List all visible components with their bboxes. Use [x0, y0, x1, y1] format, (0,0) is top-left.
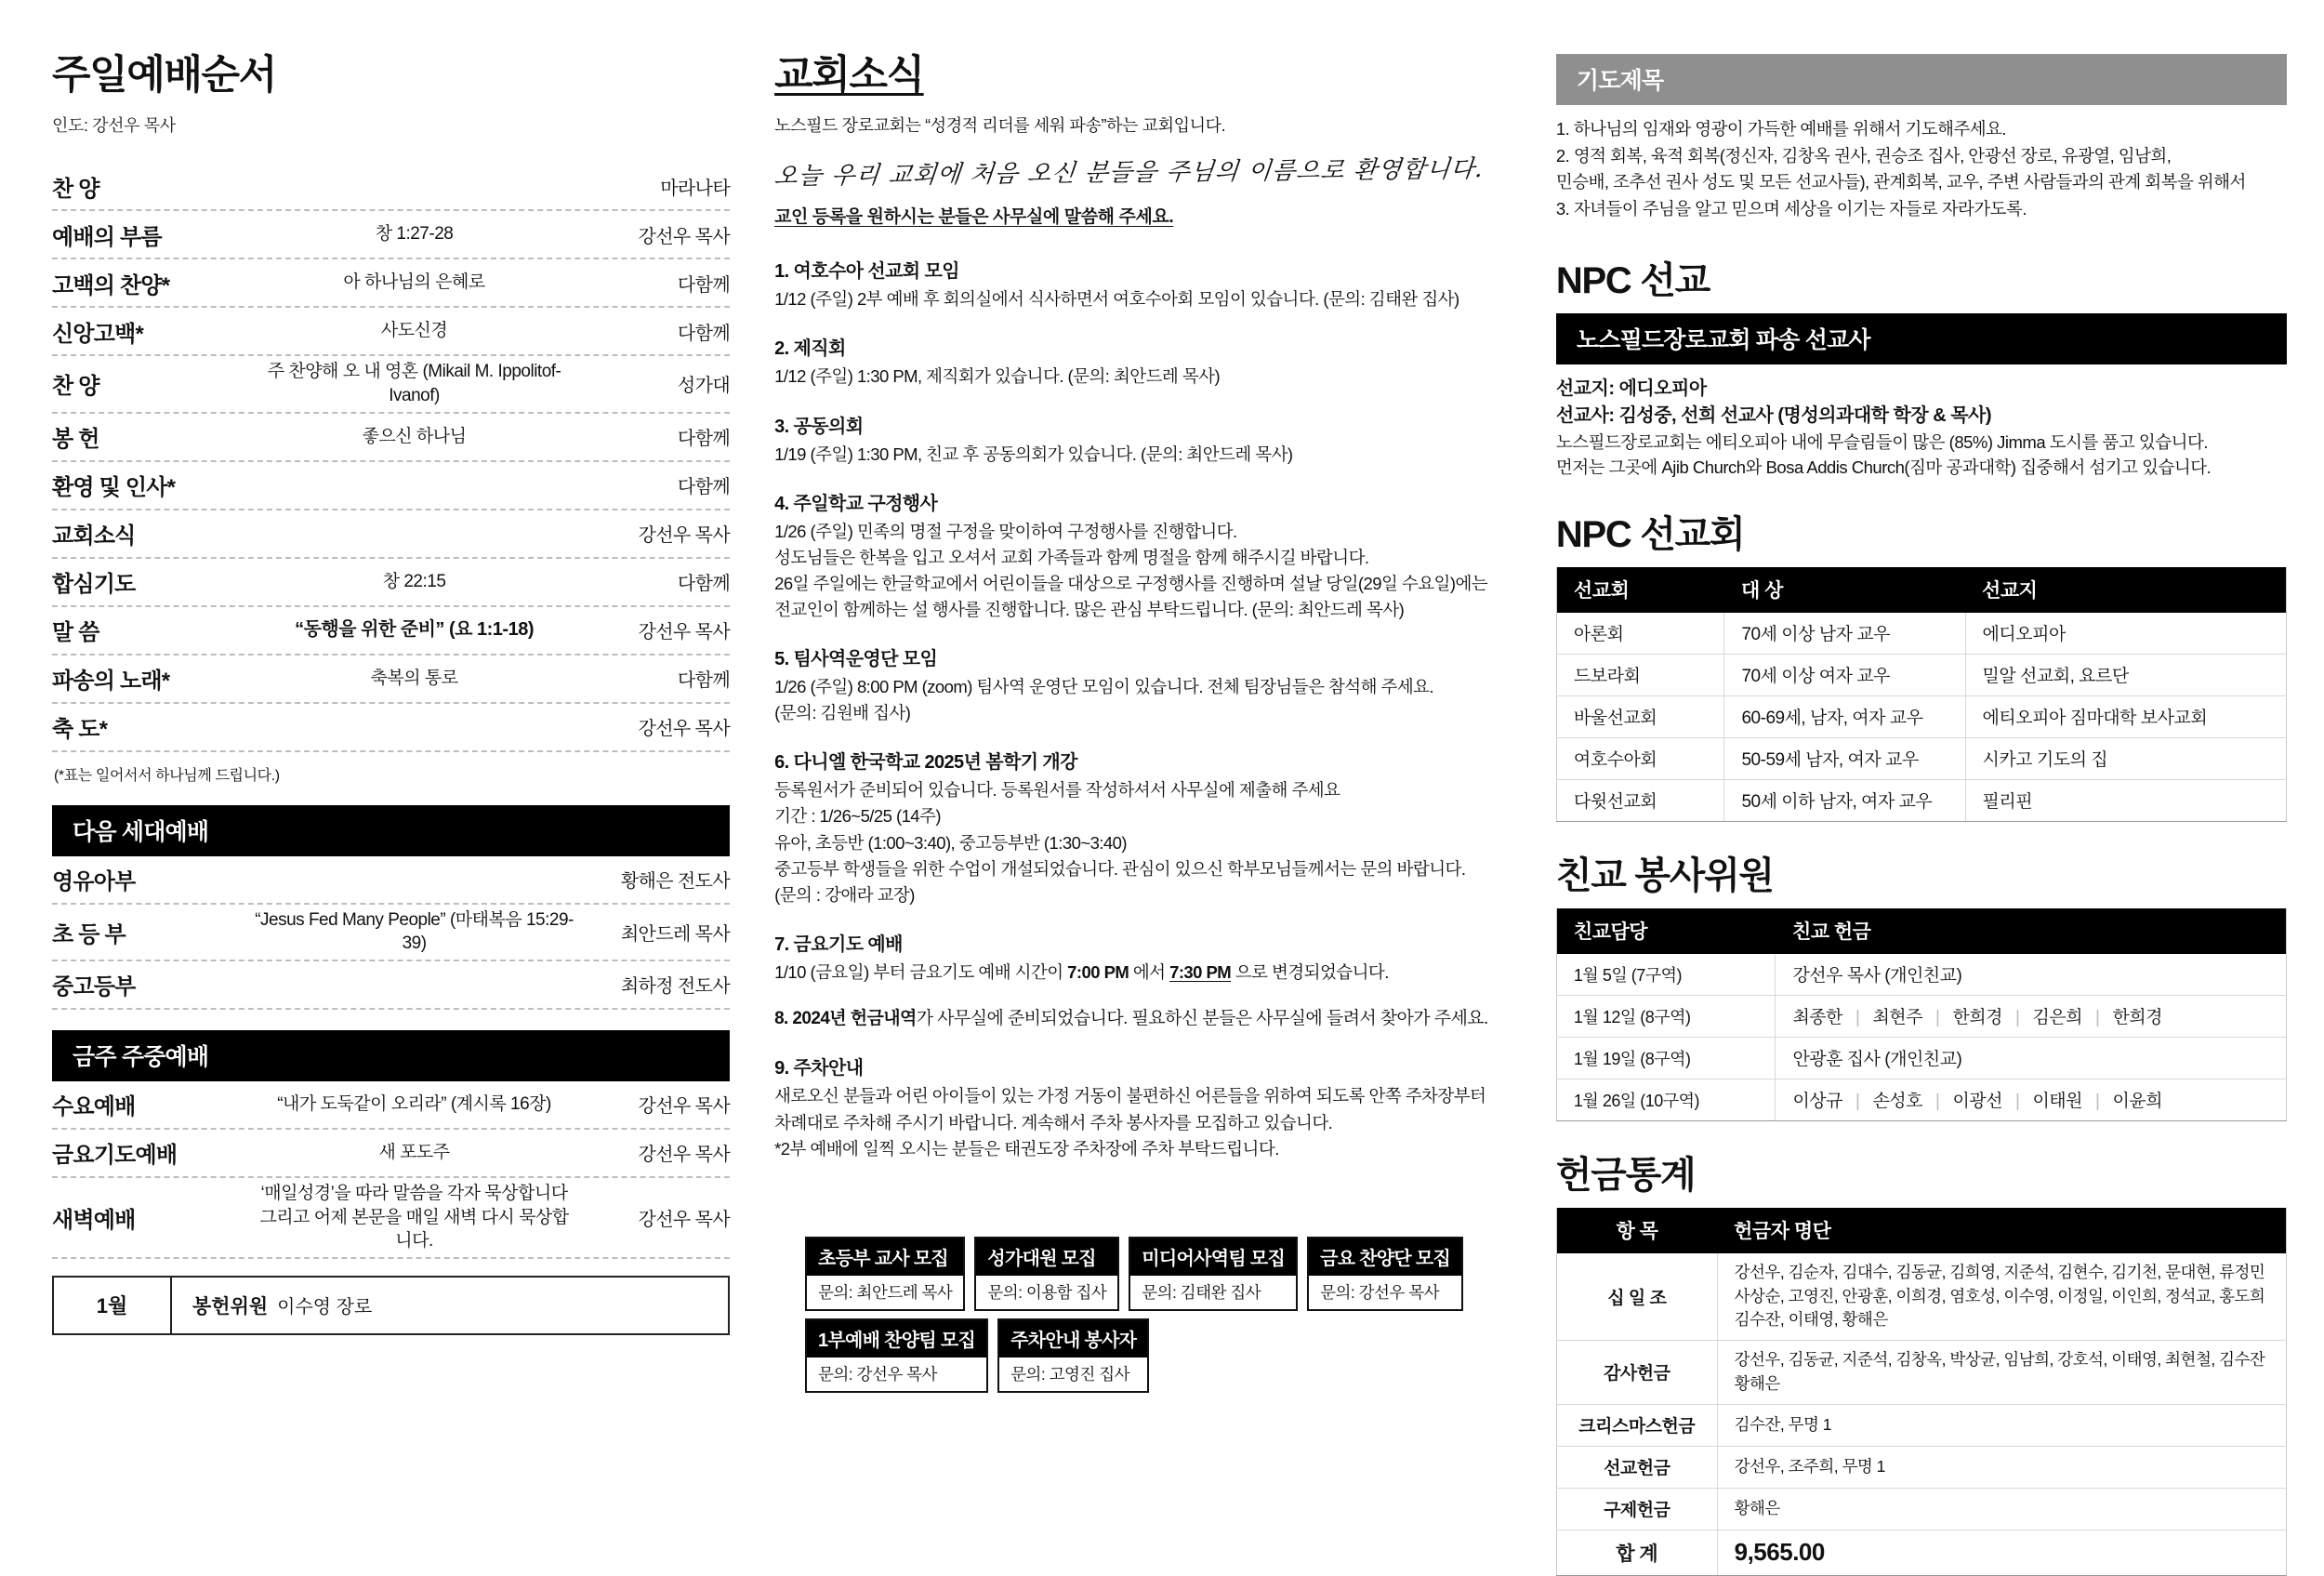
table-header-cell: 친교 헌금	[1776, 908, 2287, 954]
next-generation-row-name: 초 등 부	[52, 921, 125, 947]
name-separator: |	[2015, 1008, 2020, 1028]
prayer-banner: 기도제목	[1556, 54, 2287, 105]
fellowship-names-cell: 강선우 목사 (개인친교)	[1776, 954, 2287, 996]
worship-order-row-name: 환영 및 인사*	[52, 475, 176, 501]
weekday-service-row-name: 새벽예배	[52, 1207, 136, 1233]
recruitment-box-contact: 문의: 고영진 집사	[999, 1357, 1147, 1391]
news-item-8-lead: 8. 2024년 헌금내역	[774, 1008, 917, 1028]
news-item	[774, 488, 1519, 623]
recruitment-box[interactable]	[805, 1318, 988, 1393]
offering-committee-label: 봉헌위원	[192, 1295, 269, 1318]
table-row	[1556, 954, 2286, 996]
news-item	[774, 747, 1519, 908]
offering-table	[1556, 1208, 2287, 1576]
membership-registration-line: 교인 등록을 원하시는 분들은 사무실에 말씀해 주세요.	[774, 207, 1174, 228]
recruitment-box-title: 금요 찬양단 모집	[1309, 1238, 1461, 1276]
next-generation-banner: 다음 세대예배	[52, 805, 730, 856]
table-header-cell: 선교지	[1965, 567, 2286, 613]
fellowship-name: 최종한	[1792, 1008, 1842, 1028]
next-generation-row-person: 최하정 전도사	[620, 976, 731, 998]
table-cell: 60-69세, 남자, 여자 교우	[1724, 696, 1965, 738]
recruitment-box[interactable]	[1307, 1237, 1463, 1311]
prayer-topic-line: 민승배, 조추선 권사 성도 및 모든 선교사들), 관계회복, 교우, 주변 사람들과의 관계 회복을 위해서	[1555, 172, 2246, 192]
table-cell: 50세 이하 남자, 여자 교우	[1724, 780, 1965, 822]
fellowship-date-cell: 1월 19일 (8구역)	[1556, 1038, 1776, 1079]
offering-total-label: 합 계	[1556, 1530, 1717, 1576]
recruitment-box-contact: 문의: 김태완 집사	[1130, 1276, 1296, 1309]
news-item-head: 2. 제직회	[774, 338, 846, 360]
page-title: 주일예배순서	[52, 53, 276, 98]
name-separator: |	[2095, 1092, 2100, 1112]
table-row	[1556, 655, 2286, 696]
fellowship-name: 이윤희	[2112, 1092, 2162, 1112]
worship-order-row-name: 신앙고백*	[52, 321, 144, 347]
offering-header-row	[1556, 1208, 2286, 1253]
offering-category-cell: 구제헌금	[1556, 1489, 1717, 1530]
offering-donor-cell: 강선우, 김동균, 지준석, 김창옥, 박상균, 임남희, 강호석, 이태영, 최현철, 김수잔 황해은	[1717, 1341, 2286, 1405]
worship-order-row-detail: 주 찬양해 오 내 영혼 (Mikail M. Ippolitof-Ivanof)	[267, 362, 561, 405]
worship-order-row-detail: 창 1:27-28	[375, 224, 454, 245]
next-generation-row	[52, 856, 730, 905]
offering-committee-month: 1월	[54, 1278, 172, 1333]
worship-order-row-name: 말 씀	[52, 620, 99, 646]
offering-category-cell: 선교헌금	[1556, 1447, 1717, 1489]
prayer-topic-line: 1. 하나님의 임재와 영광이 가득한 예배를 위해서 기도해주세요.	[1555, 119, 2006, 139]
news-item-body: 1/12 (주일) 1:30 PM, 제직회가 있습니다. (문의: 최안드레 목사)	[774, 366, 1221, 387]
fellowship-date-cell: 1월 12일 (8구역)	[1556, 996, 1776, 1038]
table-row	[1556, 1038, 2286, 1079]
table-cell: 50-59세 남자, 여자 교우	[1724, 738, 1965, 780]
fellowship-name: 김은희	[2032, 1008, 2082, 1028]
next-generation-row-name: 영유아부	[52, 869, 136, 895]
column-prayer-and-offering	[1555, 54, 2287, 1567]
worship-order-row	[52, 462, 730, 510]
worship-order-row-person: 마라나타	[660, 178, 731, 199]
worship-order-row-person: 다함께	[677, 323, 731, 344]
worship-order-row-person: 강선우 목사	[638, 622, 731, 643]
mission-society-body	[1556, 613, 2286, 822]
recruitment-box-title: 미디어사역팀 모집	[1130, 1238, 1296, 1276]
news-item-head: 3. 공동의회	[774, 416, 864, 437]
weekday-service-banner: 금주 주중예배	[52, 1030, 730, 1081]
table-cell: 70세 이상 여자 교우	[1724, 655, 1965, 696]
news-item-head: 5. 팀사역운영단 모임	[774, 649, 938, 670]
table-row	[1556, 738, 2286, 780]
news-item	[774, 929, 1519, 986]
offering-donor-cell: 강선우, 김순자, 김대수, 김동균, 김희영, 지준석, 김현수, 김기천, 문대현, 류정민 사상순, 고영진, 안광훈, 이희경, 염호성, 이수영, 이정일, 이인희, 정석교, 홍도희 김수잔, 이태영, 황해은	[1717, 1253, 2286, 1341]
worship-order-row-detail: 좋으신 하나님	[362, 426, 467, 446]
offering-donor-cell: 강선우, 조주희, 무명 1	[1717, 1447, 2286, 1489]
next-generation-row-person: 최안드레 목사	[620, 923, 731, 945]
weekday-service-row-name: 금요기도예배	[52, 1143, 178, 1169]
table-cell: 시카고 기도의 집	[1965, 738, 2286, 780]
news-item-head: 7. 금요기도 예배	[774, 934, 903, 955]
fellowship-names-cell: 안광훈 집사 (개인친교)	[1776, 1038, 2287, 1079]
table-row	[1556, 1341, 2286, 1405]
recruitment-box-title: 주차안내 봉사자	[999, 1320, 1147, 1357]
weekday-service-row-detail: “내가 도둑같이 오리라” (계시록 16장)	[277, 1094, 551, 1115]
fellowship-body	[1556, 954, 2286, 1121]
worship-order-row	[52, 163, 730, 211]
news-item-head: 4. 주일학교 구정행사	[774, 493, 938, 514]
npc-mission-title: NPC 선교	[1555, 259, 1710, 301]
column-church-news	[774, 54, 1556, 1393]
table-cell: 바울선교회	[1556, 696, 1724, 738]
table-header-cell: 선교회	[1556, 567, 1724, 613]
worship-order-row-person: 강선우 목사	[638, 226, 731, 247]
worship-order-row-person: 강선우 목사	[638, 525, 731, 547]
worship-order-row-detail: 사도신경	[380, 321, 448, 341]
table-cell: 70세 이상 남자 교우	[1724, 613, 1965, 655]
name-separator: |	[1935, 1008, 1940, 1028]
name-separator: |	[1855, 1008, 1860, 1028]
weekday-service-row-name: 수요예배	[52, 1094, 136, 1120]
worship-order-row-name: 봉 헌	[52, 427, 99, 453]
worship-order-row-person: 다함께	[677, 429, 731, 450]
worship-order-list	[52, 163, 730, 751]
fellowship-name: 최현주	[1872, 1008, 1922, 1028]
fellowship-name: 이상규	[1792, 1092, 1842, 1112]
offering-total-row	[1556, 1530, 2286, 1576]
offering-category-cell: 감사헌금	[1556, 1341, 1717, 1405]
missionary-name-label: 선교사: 김성중, 선희 선교사 (명성의과대학 학장 & 목사)	[1555, 404, 1992, 426]
worship-order-row-name: 찬 양	[52, 374, 99, 400]
fellowship-date-cell: 1월 26일 (10구역)	[1556, 1079, 1776, 1121]
news-item-9-head: 9. 주차안내	[774, 1058, 864, 1079]
news-item-8	[774, 1006, 1519, 1033]
weekday-service-row-person: 강선우 목사	[638, 1145, 731, 1166]
name-separator: |	[1935, 1092, 1940, 1112]
worship-order-row	[52, 211, 730, 259]
name-separator: |	[2015, 1092, 2020, 1112]
table-row	[1556, 996, 2286, 1038]
worship-order-row-detail: 축복의 통로	[370, 668, 458, 688]
offering-donor-cell: 김수잔, 무명 1	[1717, 1405, 2286, 1447]
mission-description-line-2: 먼저는 그곳에 Ajib Church와 Bosa Addis Church(짐마 공과대학) 집중해서 섬기고 있습니다.	[1555, 457, 2212, 478]
welcome-handwriting: 오늘 우리 교회에 처음 오신 분들을 주님의 이름으로 환영합니다.	[772, 155, 1486, 192]
worship-order-row	[52, 510, 730, 559]
worship-order-row-detail: 아 하나님의 은혜로	[343, 272, 485, 293]
worship-order-row-person: 다함께	[677, 670, 731, 692]
news-item-9-body: 새로오신 분들과 어린 아이들이 있는 가정 거동이 불편하신 어른들을 위하여 되도록 안쪽 주차장부터 차례대로 주차해 주시기 바랍니다. 계속해서 주차 봉사자를 모집하고 있습니다. *2부 예배에 일찍 오시는 분들은 태권도장 주차장에 주차 부탁드립니다.	[774, 1086, 1486, 1159]
table-cell: 에티오피아 짐마대학 보사교회	[1965, 696, 2286, 738]
worship-order-row-person: 강선우 목사	[638, 719, 731, 740]
news-item-8-rest: 가 사무실에 준비되었습니다. 필요하신 분들은 사무실에 들려서 찾아가 주세요.	[916, 1008, 1488, 1028]
table-cell: 필리핀	[1965, 780, 2286, 822]
recruitment-box-contact: 문의: 이용함 집사	[976, 1276, 1117, 1309]
table-header-cell: 친교담당	[1556, 908, 1776, 954]
offering-category-cell: 십 일 조	[1556, 1253, 1717, 1341]
mission-society-table	[1556, 567, 2287, 822]
news-item-head: 1. 여호수아 선교회 모임	[774, 261, 959, 283]
prayer-topic-list	[1556, 116, 2287, 223]
next-generation-row	[52, 961, 730, 1010]
recruitment-box-contact: 문의: 강선우 목사	[807, 1357, 986, 1391]
table-header-cell: 항 목	[1556, 1208, 1717, 1253]
worship-order-row-person: 성가대	[677, 376, 731, 397]
mission-description-line-1: 노스필드장로교회는 에티오피아 내에 무슬림들이 많은 (85%) Jimma 도시를 품고 있습니다.	[1555, 431, 2209, 452]
worship-order-row-name: 합심기도	[52, 572, 136, 598]
news-item-body: 1/12 (주일) 2부 예배 후 회의실에서 식사하면서 여호수아회 모임이 있습니다. (문의: 김태완 집사)	[774, 289, 1459, 310]
table-row	[1556, 1489, 2286, 1530]
weekday-service-row-person: 강선우 목사	[638, 1209, 731, 1230]
table-row	[1556, 1079, 2286, 1121]
worship-order-row	[52, 308, 730, 356]
next-generation-row-person: 황해은 전도사	[620, 871, 731, 893]
worship-order-row	[52, 704, 730, 752]
npc-mission-banner: 노스필드장로교회 파송 선교사	[1556, 313, 2287, 364]
npc-mission-details	[1556, 376, 2287, 482]
next-generation-list	[52, 856, 730, 1010]
table-row	[1556, 1253, 2286, 1341]
weekday-service-row	[52, 1178, 730, 1259]
recruitment-box[interactable]	[997, 1318, 1149, 1393]
mission-field-label: 선교지: 에디오피아	[1555, 377, 1707, 399]
fellowship-title: 친교 봉사위원	[1555, 855, 1774, 897]
weekday-service-row	[52, 1081, 730, 1130]
news-item-body: 등록원서가 준비되어 있습니다. 등록원서를 작성하셔서 사무실에 제출해 주세요 기간 : 1/26~5/25 (14주) 유아, 초등반 (1:00~3:40), 중고등부반 (1:30~3:40) 중고등부 학생들을 위한 수업이 개설되었습니다. 관심이 있으신 학부모님들께서는 문의 바랍니다. (문의 : 강애라 교장)	[774, 780, 1466, 905]
table-cell: 여호수아회	[1556, 738, 1724, 780]
fellowship-name: 한희경	[2112, 1008, 2162, 1028]
worship-order-row	[52, 656, 730, 704]
worship-order-row-name: 고백의 찬양*	[52, 272, 170, 298]
worship-order-row-name: 축 도*	[52, 717, 108, 743]
fellowship-name: 이태원	[2032, 1092, 2082, 1112]
worship-order-row-name: 찬 양	[52, 176, 99, 202]
worship-order-row-person: 다함께	[677, 574, 731, 595]
worship-order-row-person: 다함께	[677, 274, 731, 296]
worship-order-row-name: 예배의 부름	[52, 224, 162, 250]
offering-donor-cell: 황해은	[1717, 1489, 2286, 1530]
weekday-service-row-detail: ‘매일성경’을 따라 말씀을 각자 묵상합니다 그리고 어제 본문을 매일 새벽 다시 묵상합니다.	[259, 1183, 569, 1252]
prayer-topic-line: 2. 영적 회복, 육적 회복(정신자, 김창옥 권사, 권승조 집사, 안광선 장로, 유광열, 임남희,	[1555, 145, 2172, 166]
table-cell: 드보라회	[1556, 655, 1724, 696]
recruitment-box-title: 초등부 교사 모집	[807, 1238, 963, 1276]
table-row	[1556, 696, 2286, 738]
news-item	[774, 256, 1519, 312]
worship-order-row-detail: 창 22:15	[382, 571, 446, 591]
next-generation-row-name: 중고등부	[52, 974, 136, 1000]
table-cell: 아론회	[1556, 613, 1724, 655]
recruitment-box[interactable]	[974, 1237, 1119, 1311]
offering-committee-body	[172, 1278, 372, 1333]
prayer-topic-line: 3. 자녀들이 주님을 알고 믿으며 세상을 이기는 자들로 자라가도록.	[1555, 199, 2027, 219]
worship-order-row-person: 다함께	[677, 477, 731, 498]
worship-order-row	[52, 414, 730, 462]
name-separator: |	[1855, 1092, 1860, 1112]
column-worship-order	[52, 54, 774, 1393]
recruitment-box[interactable]	[805, 1237, 965, 1311]
worship-order-row	[52, 607, 730, 656]
news-item	[774, 333, 1519, 390]
worship-order-row-name: 교회소식	[52, 523, 136, 550]
table-header-cell: 대 상	[1724, 567, 1965, 613]
worship-order-row-name: 파송의 노래*	[52, 669, 170, 695]
news-item-body: 1/26 (주일) 민족의 명절 구정을 맞이하여 구정행사를 진행합니다. 성도님들은 한복을 입고 오셔서 교회 가족들과 함께 명절을 함께 해주시길 바랍니다. 26일 주일에는 한글학교에서 어린이들을 대상으로 구정행사를 진행하며 설날 당일(29일 수요일)에는 전교인이 함께하는 설 행사를 진행합니다. 많은 관심 부탁드립니다. (문의: 최안드레 목사)	[774, 521, 1488, 619]
table-row	[1556, 1405, 2286, 1447]
fellowship-date-cell: 1월 5일 (7구역)	[1556, 954, 1776, 996]
worship-order-row	[52, 356, 730, 413]
worship-footnote: (*표는 일어서서 하나님께 드립니다.)	[54, 767, 280, 784]
table-cell: 밀알 선교회, 요르단	[1965, 655, 2286, 696]
name-separator: |	[2095, 1008, 2100, 1028]
worship-order-row-detail: “동행을 위한 준비” (요 1:1-18)	[295, 619, 534, 641]
news-item-body: 1/19 (주일) 1:30 PM, 친교 후 공동의회가 있습니다. (문의: 최안드레 목사)	[774, 444, 1293, 464]
news-item	[774, 643, 1519, 726]
fellowship-table	[1556, 908, 2287, 1121]
offering-committee-box	[52, 1276, 730, 1335]
next-generation-row	[52, 905, 730, 961]
next-generation-row-detail: “Jesus Fed Many People” (마태복음 15:29-39)	[255, 909, 574, 954]
fellowship-name: 한희경	[1952, 1008, 2002, 1028]
worship-order-row	[52, 559, 730, 607]
news-item	[774, 411, 1519, 468]
table-header-cell: 헌금자 명단	[1717, 1208, 2286, 1253]
recruitment-box-title: 1부예배 찬양팀 모집	[807, 1320, 986, 1357]
recruitment-box-contact: 문의: 강선우 목사	[1309, 1276, 1461, 1309]
offering-committee-value: 이수영 장로	[277, 1297, 373, 1318]
news-item-list	[774, 256, 1519, 986]
news-title: 교회소식	[774, 53, 924, 98]
recruitment-box-group	[805, 1237, 1567, 1393]
recruitment-box-contact: 문의: 최안드레 목사	[807, 1276, 963, 1309]
worship-leader-line: 인도: 강선우 목사	[52, 116, 176, 136]
fellowship-name: 손성호	[1872, 1092, 1922, 1112]
weekday-service-list	[52, 1081, 730, 1259]
offering-body	[1556, 1253, 2286, 1575]
fellowship-names-cell	[1776, 1079, 2287, 1121]
table-row	[1556, 613, 2286, 655]
recruitment-box[interactable]	[1129, 1237, 1298, 1311]
news-item-head: 6. 다니엘 한국학교 2025년 봄학기 개강	[774, 752, 1077, 774]
offering-title: 헌금통계	[1555, 1155, 1696, 1197]
weekday-service-row-person: 강선우 목사	[638, 1096, 731, 1118]
news-item-body: 1/26 (주일) 8:00 PM (zoom) 팀사역 운영단 모임이 있습니다. 전체 팀장님들은 참석해 주세요. (문의: 김원배 집사)	[774, 677, 1434, 723]
news-item-9	[774, 1053, 1519, 1161]
recruitment-box-title: 성가대원 모집	[976, 1238, 1117, 1276]
worship-order-row	[52, 259, 730, 308]
mission-society-header-row	[1556, 567, 2286, 613]
fellowship-header-row	[1556, 908, 2286, 954]
fellowship-name: 이광선	[1952, 1092, 2002, 1112]
fellowship-names-cell	[1776, 996, 2287, 1038]
table-cell: 에디오피아	[1965, 613, 2286, 655]
weekday-service-row	[52, 1130, 730, 1178]
offering-category-cell: 크리스마스헌금	[1556, 1405, 1717, 1447]
table-row	[1556, 780, 2286, 822]
offering-total-value: 9,565.00	[1717, 1530, 2286, 1576]
mission-society-title: NPC 선교회	[1555, 514, 1745, 556]
news-intro: 노스필드 장로교회는 “성경적 리더를 세워 파송”하는 교회입니다.	[774, 116, 1226, 136]
news-item-body: 1/10 (금요일) 부터 금요기도 예배 시간이 7:00 PM 에서 7:30 PM 으로 변경되었습니다.	[774, 961, 1389, 982]
weekday-service-row-detail: 새 포도주	[378, 1143, 450, 1163]
table-cell: 다윗선교회	[1556, 780, 1724, 822]
table-row	[1556, 1447, 2286, 1489]
